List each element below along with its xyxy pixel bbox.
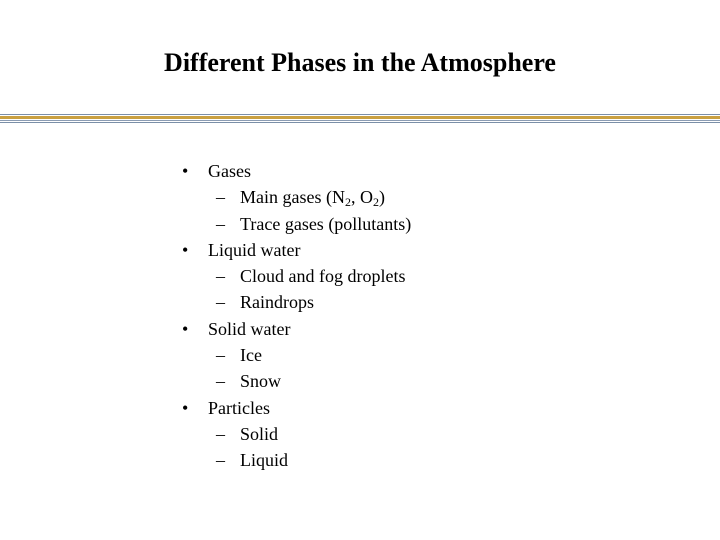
sub-item (182, 211, 411, 237)
divider-line (0, 122, 720, 123)
bullet-item (182, 316, 411, 342)
bullet-label: Gases (208, 161, 251, 181)
sub-item (182, 447, 411, 473)
sub-item-label: Solid (240, 423, 279, 444)
dash-icon: – (216, 187, 225, 208)
bullet-label: Particles (208, 397, 270, 418)
sub-item (182, 421, 411, 447)
sub-item (182, 368, 411, 394)
sub-item-label: Main gases ($N_2$, $O_2$) (240, 187, 385, 210)
bullet-icon: • (182, 397, 189, 418)
bullet-icon: • (182, 239, 189, 260)
dash-icon: – (216, 423, 225, 444)
dash-icon: – (216, 292, 225, 313)
sub-item (182, 184, 411, 210)
dash-icon: – (216, 266, 225, 287)
sub-item-label: Raindrops (240, 292, 314, 313)
bullet-label: Solid water (208, 318, 291, 339)
bullet-item (182, 237, 411, 263)
bullet-list (182, 158, 411, 474)
sub-item (182, 263, 411, 289)
bullet-icon: • (182, 161, 189, 181)
sub-item-label: Cloud and fog droplets (240, 266, 406, 287)
slide-title: Different Phases in the Atmosphere (164, 48, 556, 77)
sub-item-label: Ice (240, 345, 262, 366)
divider-line (0, 120, 720, 121)
dash-icon: – (216, 450, 225, 471)
dash-icon: – (216, 345, 225, 366)
sub-item-label: Liquid (240, 450, 288, 471)
title-divider (0, 114, 720, 126)
dash-icon: – (216, 371, 225, 392)
sub-item (182, 289, 411, 315)
sub-item (182, 342, 411, 368)
dash-icon: – (216, 213, 225, 234)
bullet-icon: • (182, 318, 189, 339)
sub-item-label: Trace gases (pollutants) (240, 213, 412, 234)
sub-item-label: Snow (240, 371, 282, 392)
divider-line (0, 114, 720, 115)
divider-line (0, 116, 720, 119)
bullet-label: Liquid water (208, 239, 301, 260)
bullet-item (182, 158, 411, 184)
bullet-item (182, 395, 411, 421)
